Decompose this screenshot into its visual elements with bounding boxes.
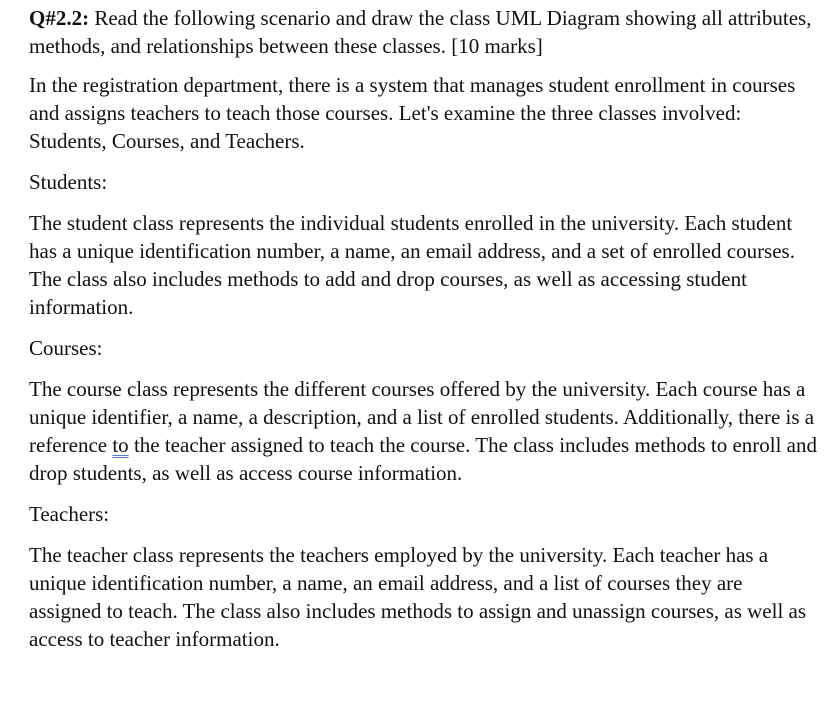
intro-paragraph: In the registration department, there is a system that manages student enrollment in courses and assigns teachers to teach those courses. Let's examine the three classes involved: Students, Courses, and Teachers. [29, 73, 796, 153]
question-paragraph [29, 4, 819, 60]
document-page [29, 4, 819, 653]
teachers-description: The teacher class represents the teachers employed by the university. Each teacher has a unique identification number, a name, an email address, and a list of courses they are assigned to teach. The class also includes methods to assign and unassign courses, as well as access to teacher information. [29, 543, 807, 651]
courses-description-part2: the teacher assigned to teach the course. The class includes methods to enroll and drop students, as well as access course information. [29, 433, 817, 485]
students-description: The student class represents the individual students enrolled in the university. Each student has a unique identification number, a name, an email address, and a set of enrolled courses. The class also includes methods to add and drop courses, as well as accessing student information. [29, 211, 795, 319]
courses-description [29, 375, 819, 487]
teachers-heading: Teachers: [29, 502, 110, 526]
students-heading: Students: [29, 170, 108, 194]
courses-heading: Courses: [29, 336, 103, 360]
question-text: Read the following scenario and draw the class UML Diagram showing all attributes, methods, and relationships between these classes. [10 marks] [29, 6, 812, 58]
courses-description-part1: The course class represents the different courses offered by the university. Each course has a unique identifier, a name, a description, and a list of enrolled students. Additionally, there is a reference [29, 377, 815, 457]
grammar-flagged-word: to [112, 433, 129, 457]
question-label: Q#2.2: [29, 6, 90, 30]
